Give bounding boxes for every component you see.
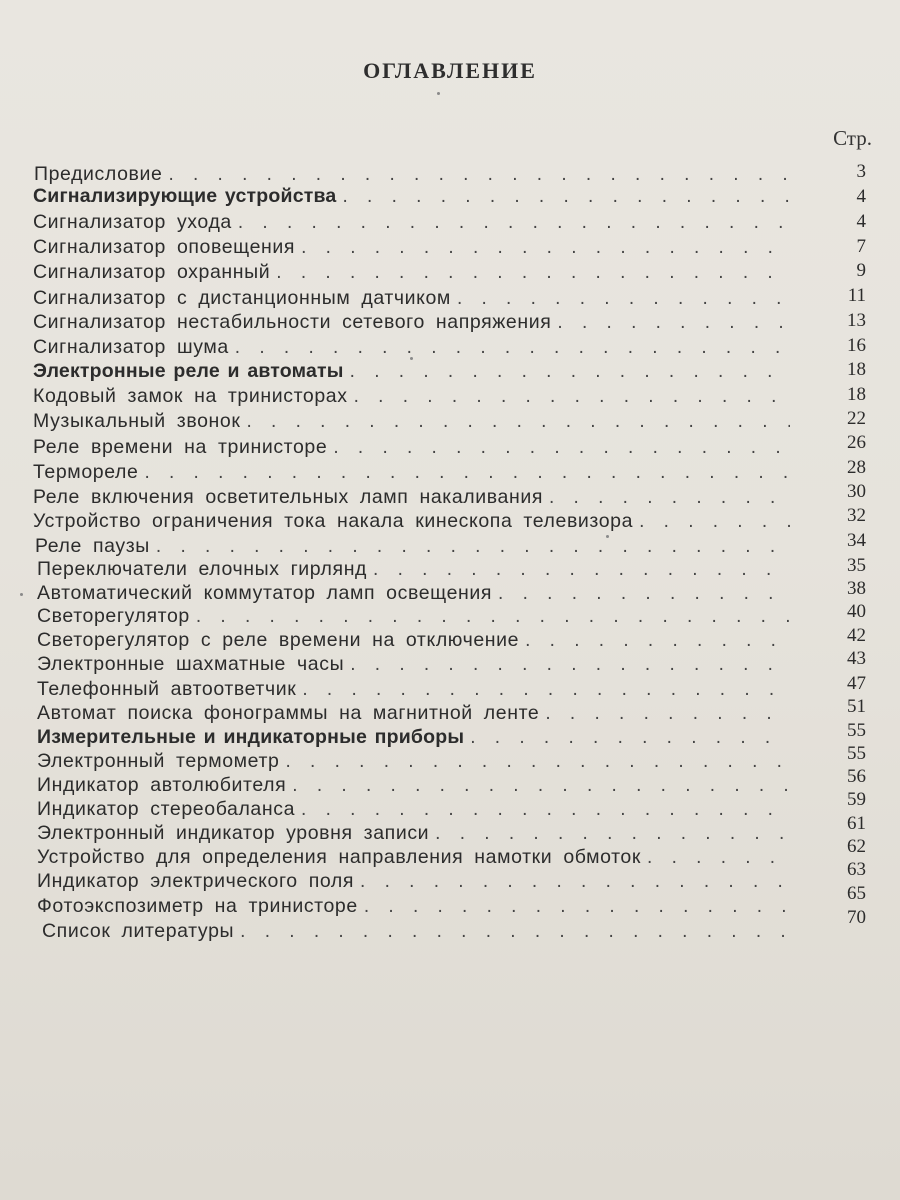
dot-leader <box>354 871 790 893</box>
toc-page-number: 35 <box>847 555 866 576</box>
toc-page-number: 42 <box>847 625 866 646</box>
toc-entry-title: Реле паузы <box>35 535 150 557</box>
toc-page-number: 3 <box>856 161 866 182</box>
toc-page-number: 22 <box>847 408 866 429</box>
toc-entry <box>37 678 790 702</box>
toc-page-number: 11 <box>847 285 866 306</box>
toc-page-number: 4 <box>856 211 866 232</box>
toc-entry <box>37 822 790 846</box>
toc-page-number: 51 <box>847 696 866 717</box>
toc-page-number: 4 <box>856 186 866 207</box>
toc-entry <box>33 486 790 510</box>
dot-leader <box>232 212 790 234</box>
toc-entry-title: Устройство для определения направления намотки обмоток <box>37 846 642 868</box>
toc-entry <box>33 211 790 235</box>
toc-entry-title: Электронный термометр <box>37 750 280 772</box>
toc-entry-title: Сигнализатор охранный <box>33 261 271 283</box>
toc-entry-title: Электронный индикатор уровня записи <box>37 822 430 844</box>
dot-leader <box>344 654 790 676</box>
dot-leader <box>336 186 790 208</box>
toc-page-number: 34 <box>847 530 866 551</box>
dot-leader <box>543 487 790 509</box>
dot-leader <box>641 847 790 869</box>
dot-leader <box>367 559 790 581</box>
dot-leader <box>327 437 790 459</box>
toc-entry <box>35 535 790 559</box>
toc-page-number: 30 <box>847 481 866 502</box>
toc-entry-title: Светорегулятор <box>37 605 190 627</box>
dot-leader <box>229 337 790 359</box>
toc-entry-title: Электронные шахматные часы <box>37 653 345 675</box>
toc-entry-title: Реле включения осветительных ламп накаливания <box>33 486 543 508</box>
toc-entry <box>37 629 790 653</box>
toc-entry <box>37 774 790 798</box>
toc-entry-title: Сигнализирующие устройства <box>33 185 337 207</box>
paper-speck <box>606 535 609 538</box>
dot-leader <box>539 703 790 725</box>
dot-leader <box>286 775 790 797</box>
toc-entry <box>33 261 790 285</box>
dot-leader <box>451 288 790 310</box>
dot-leader <box>551 312 790 334</box>
toc-entry-title: Термореле <box>33 461 139 483</box>
dot-leader <box>492 583 790 605</box>
toc-section-heading <box>37 726 790 750</box>
dot-leader <box>138 462 790 484</box>
dot-leader <box>358 896 790 918</box>
toc-entry-title: Кодовый замок на тринисторах <box>33 385 348 407</box>
toc-entry <box>33 461 790 485</box>
toc-page-number: 62 <box>847 836 866 857</box>
page-title: ОГЛАВЛЕНИЕ <box>363 58 537 83</box>
toc-entry <box>37 895 790 919</box>
dot-leader <box>190 606 790 628</box>
dot-leader <box>429 823 790 845</box>
toc-entry <box>33 385 790 409</box>
toc-entry-title: Устройство ограничения тока накала кинескопа телевизора <box>33 510 634 532</box>
toc-page-number: 7 <box>856 236 866 257</box>
toc-entry <box>42 920 790 944</box>
toc-page-number: 18 <box>847 384 866 405</box>
toc-entry-title: Сигнализатор оповещения <box>33 236 296 258</box>
toc-entry-title: Индикатор автолюбителя <box>37 774 287 796</box>
dot-leader <box>344 361 790 383</box>
toc-entry <box>33 436 790 460</box>
toc-entry-title: Электронные реле и автоматы <box>33 360 344 382</box>
toc-entry-title: Список литературы <box>42 920 235 942</box>
dot-leader <box>296 679 790 701</box>
toc-entry <box>33 410 790 434</box>
toc-entry <box>37 653 790 677</box>
toc-entry-title: Переключатели елочных гирлянд <box>37 558 368 580</box>
toc-entry <box>34 163 790 187</box>
toc-entry-title: Фотоэкспозиметр на тринисторе <box>37 895 358 917</box>
toc-entry-title: Сигнализатор с дистанционным датчиком <box>33 287 451 309</box>
dot-leader <box>150 536 790 558</box>
toc-page-number: 55 <box>847 720 866 741</box>
toc-entry-title: Индикатор электрического поля <box>37 870 355 892</box>
dot-leader <box>270 262 790 284</box>
toc-entry-title: Автоматический коммутатор ламп освещения <box>37 582 493 604</box>
dot-leader <box>464 727 790 749</box>
toc-page-number: 61 <box>847 813 866 834</box>
toc-page-number: 63 <box>847 859 866 880</box>
paper-speck <box>20 593 23 596</box>
toc-entry <box>33 236 790 260</box>
dot-leader <box>295 237 790 259</box>
toc-page-number: 28 <box>847 457 866 478</box>
toc-entry <box>37 798 790 822</box>
dot-leader <box>279 751 790 773</box>
dot-leader <box>162 164 790 186</box>
toc-entry-title: Автомат поиска фонограммы на магнитной ленте <box>37 702 540 724</box>
toc-page-number: 55 <box>847 743 866 764</box>
toc-page-number: 70 <box>847 907 866 928</box>
paper-speck <box>437 92 440 95</box>
toc-entry <box>37 702 790 726</box>
dot-leader <box>633 511 790 533</box>
toc-entry <box>33 287 790 311</box>
toc-entry-title: Светорегулятор с реле времени на отключение <box>37 629 520 651</box>
toc-entry-title: Сигнализатор ухода <box>33 211 232 233</box>
toc-entry-title: Телефонный автоответчик <box>37 678 297 700</box>
toc-page-number: 47 <box>847 673 866 694</box>
dot-leader <box>240 411 790 433</box>
toc-entry <box>37 558 790 582</box>
toc-entry <box>37 870 790 894</box>
toc-page-number: 32 <box>847 505 866 526</box>
toc-entry-title: Сигнализатор нестабильности сетевого напряжения <box>33 311 552 333</box>
toc-entry <box>37 605 790 629</box>
toc-entry <box>37 750 790 774</box>
toc-entry-title: Реле времени на тринисторе <box>33 436 328 458</box>
toc-page-number: 26 <box>847 432 866 453</box>
toc-page-number: 43 <box>847 648 866 669</box>
toc-page-number: 38 <box>847 578 866 599</box>
toc-entry-title: Предисловие <box>34 163 163 185</box>
toc-entry-title: Измерительные и индикаторные приборы <box>37 726 465 748</box>
toc-entry-title: Индикатор стереобаланса <box>37 798 296 820</box>
page-column-header: Стр. <box>833 126 872 150</box>
toc-entry <box>37 582 790 606</box>
toc-entry <box>33 311 790 335</box>
toc-page-number: 65 <box>847 883 866 904</box>
toc-page-number: 18 <box>847 359 866 380</box>
toc-entry-title: Сигнализатор шума <box>33 336 229 358</box>
dot-leader <box>348 386 790 408</box>
toc-page-number: 16 <box>847 335 866 356</box>
toc-entry <box>37 846 790 870</box>
dot-leader <box>234 921 790 943</box>
toc-section-heading <box>33 360 790 384</box>
dot-leader <box>295 799 790 821</box>
toc-page-number: 56 <box>847 766 866 787</box>
toc-page-number: 13 <box>847 310 866 331</box>
toc-page-number: 59 <box>847 789 866 810</box>
dot-leader <box>519 630 790 652</box>
toc-entry-title: Музыкальный звонок <box>33 410 241 432</box>
toc-page-number: 40 <box>847 601 866 622</box>
toc-page-number: 9 <box>856 260 866 281</box>
toc-entry <box>33 510 790 534</box>
paper-speck <box>410 357 413 360</box>
toc-section-heading <box>33 185 790 209</box>
